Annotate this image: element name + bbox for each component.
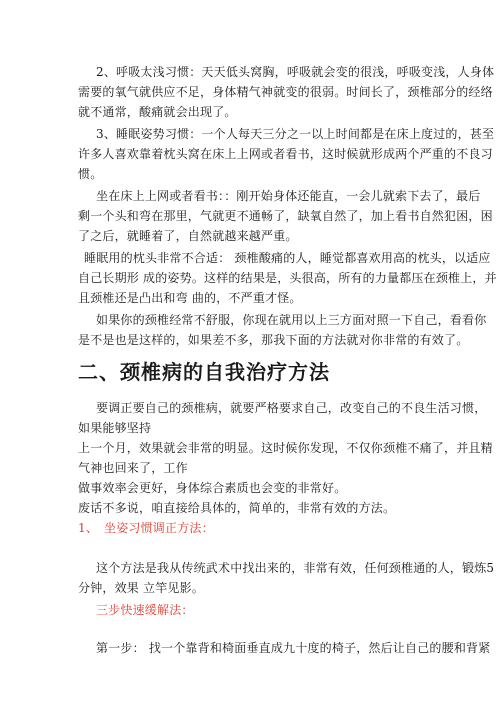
sub-heading: 三步快速缓解法： <box>96 603 194 617</box>
paragraph-line: 坐在床上上网或者看书：：刚开始身体还能直，一会儿就索下去了，最后 <box>96 189 481 203</box>
paragraph-line: 分钟，效果 立竿见影。 <box>78 581 205 595</box>
paragraph-line: 3、睡眠姿势习惯：一个人每天三分之一以上时间都是在床上度过的，甚至 <box>96 127 495 141</box>
paragraph-line: 自己长期形 成的姿势。这样的结果是，头很高，所有的力量都压在颈椎上，并 <box>78 271 497 285</box>
step-line: 第一步： 找一个靠背和椅面垂直成九十度的椅子，然后让自己的腰和背紧 <box>96 641 491 655</box>
paragraph-line: 且颈椎还是凸出和弯 曲的，不严重才怪。 <box>78 291 302 305</box>
section-number: 1、 <box>78 521 99 535</box>
paragraph-line: 气神也回来了，工作 <box>78 461 188 475</box>
paragraph-line: 惯。 <box>78 167 103 181</box>
paragraph-line: 是不是也是这样的，如果差不多，那我下面的方法就对你非常的有效了。 <box>78 333 469 347</box>
paragraph-line: 做事效率会更好，身体综合素质也会变的非常好。 <box>78 481 347 495</box>
paragraph-line: 要调正要自己的颈椎病，就要严格要求自己，改变自己的不良生活习惯， <box>96 401 487 415</box>
paragraph-line: 需要的氧气就供应不足，身体精气神就变的很弱。时间长了，颈椎部分的经络 <box>78 85 493 99</box>
paragraph-line: 了之后，就睡着了，自然就越来越严重。 <box>78 229 298 243</box>
paragraph-line: 如果能够坚持 <box>78 421 152 435</box>
section-heading: 二、颈椎病的自我治疗方法 <box>78 360 330 384</box>
paragraph-line: 睡眠用的枕头非常不合适： 颈椎酸痛的人，睡觉都喜欢用高的枕头，以适应 <box>84 251 491 265</box>
paragraph-line: 如果你的颈椎经常不舒服，你现在就用以上三方面对照一下自己，看看你 <box>96 313 487 327</box>
paragraph-line: 废话不多说，咱直接给具体的，简单的，非常有效的方法。 <box>78 501 396 515</box>
paragraph-line: 上一个月，效果就会非常的明显。这时候你发现，不仅你颈椎不痛了，并且精 <box>78 441 493 455</box>
paragraph-line: 许多人喜欢靠着枕头窝在床上上网或者看书，这时候就形成两个严重的不良习 <box>78 147 493 161</box>
paragraph-line: 剩一个头和弯在那里，气就更不通畅了，缺氧自然了，加上看书自然犯困，困 <box>78 209 493 223</box>
paragraph-line: 2、呼吸太浅习惯：天天低头窝胸，呼吸就会变的很浅，呼吸变浅，人身体 <box>96 65 495 79</box>
paragraph-line: 这个方法是我从传统武术中找出来的，非常有效，任何颈椎通的人，锻炼5 <box>96 561 495 575</box>
paragraph-line: 就不通常，酸痛就会出现了。 <box>78 105 237 119</box>
section-title: 坐姿习惯调正方法： <box>104 521 214 535</box>
